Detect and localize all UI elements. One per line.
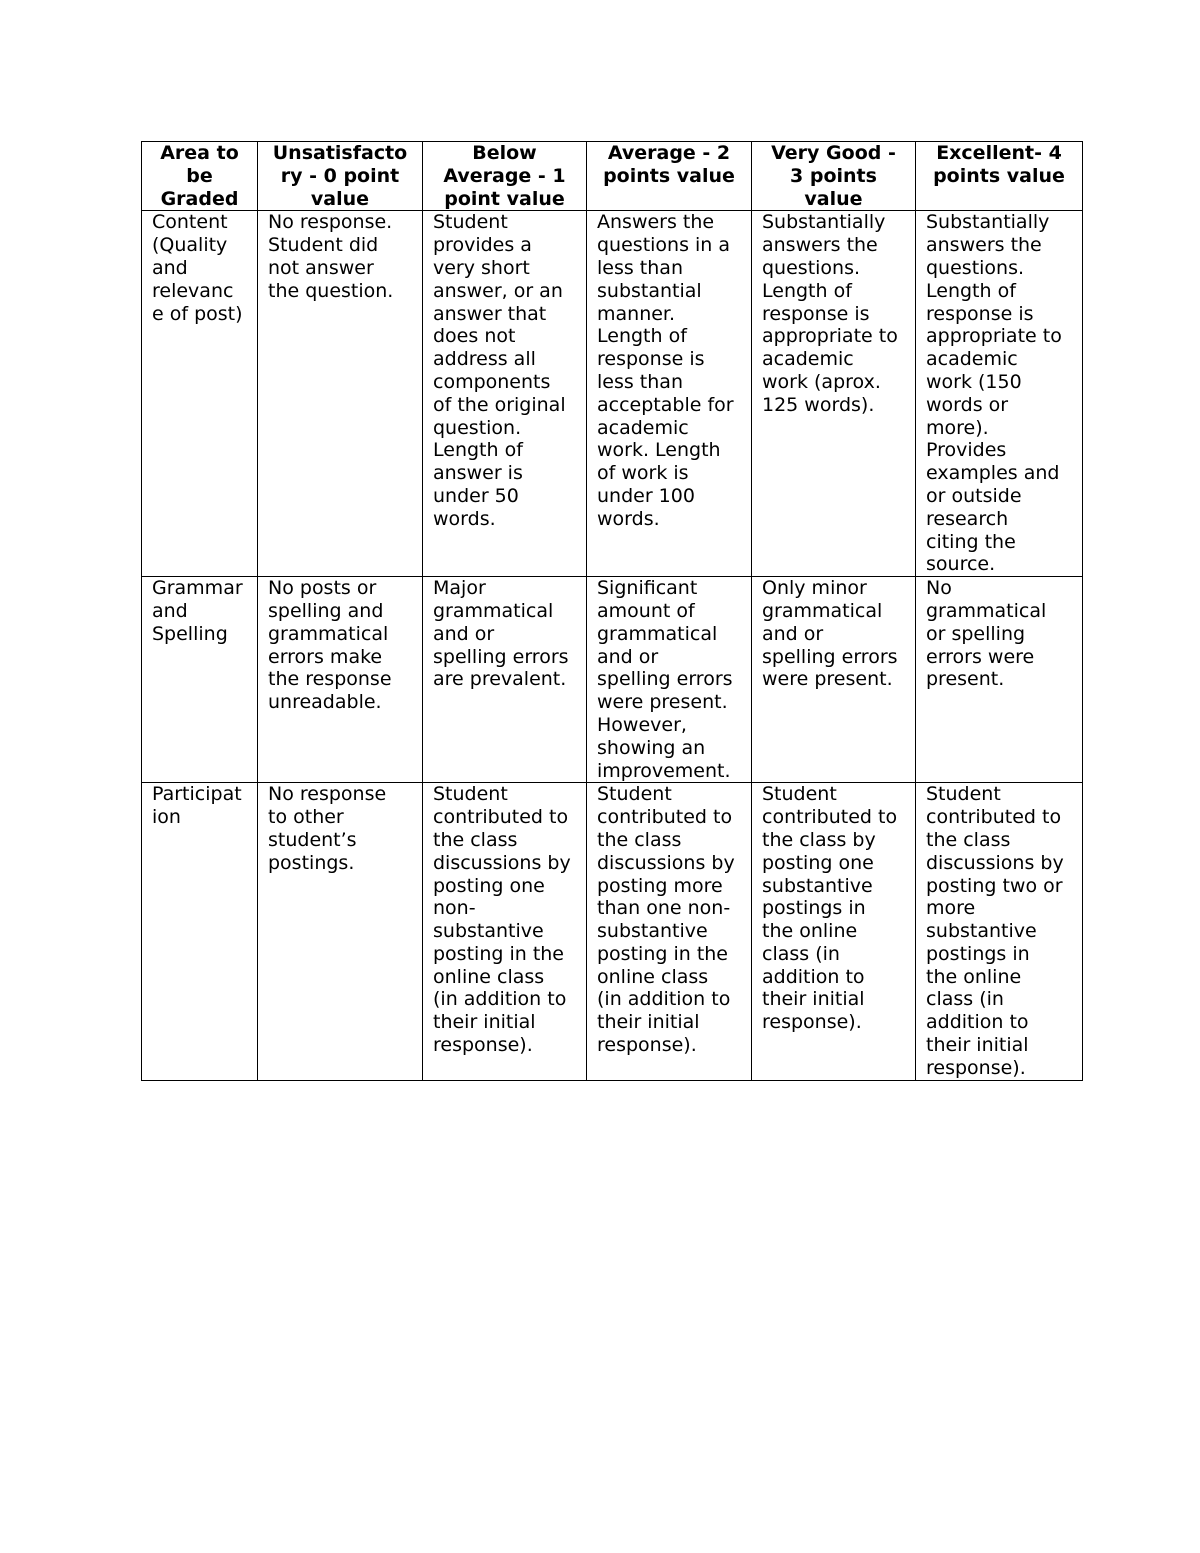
cell-below-average: Student provides a very short answer, or an answer that does not address all components of the original question. Length of answer is under 50 words. (423, 211, 587, 577)
cell-area: Grammar and Spelling (142, 577, 258, 783)
cell-area: Participat ion (142, 783, 258, 1080)
header-average: Average - 2 points value (587, 142, 752, 211)
cell-unsatisfactory: No response. Student did not answer the question. (258, 211, 423, 577)
cell-unsatisfactory: No posts or spelling and grammatical errors make the response unreadable. (258, 577, 423, 783)
cell-very-good: Only minor grammatical and or spelling errors were present. (752, 577, 916, 783)
table-row (142, 783, 1083, 1080)
cell-very-good: Substantially answers the questions. Length of response is appropriate to academic work (aprox. 125 words). (752, 211, 916, 577)
header-below-average: Below Average - 1 point value (423, 142, 587, 211)
cell-area: Content (Quality and relevanc e of post) (142, 211, 258, 577)
header-excellent: Excellent- 4 points value (916, 142, 1083, 211)
cell-very-good: Student contributed to the class by posting one substantive postings in the online class (in addition to their initial response). (752, 783, 916, 1080)
header-area: Area to be Graded (142, 142, 258, 211)
header-very-good: Very Good - 3 points value (752, 142, 916, 211)
table-row (142, 211, 1083, 577)
cell-excellent: Substantially answers the questions. Length of response is appropriate to academic work (150 words or more). Provides examples and or outside research citing the source. (916, 211, 1083, 577)
cell-average: Significant amount of grammatical and or spelling errors were present. However, showing an improvement. (587, 577, 752, 783)
grading-rubric-table (141, 141, 1083, 1081)
cell-excellent: Student contributed to the class discussions by posting two or more substantive postings in the online class (in addition to their initial response). (916, 783, 1083, 1080)
header-unsatisfactory: Unsatisfacto ry - 0 point value (258, 142, 423, 211)
cell-average: Student contributed to the class discussions by posting more than one non- substantive posting in the online class (in addition to their initial response). (587, 783, 752, 1080)
table-row (142, 577, 1083, 783)
cell-below-average: Student contributed to the class discussions by posting one non- substantive posting in the online class (in addition to their initial response). (423, 783, 587, 1080)
cell-average: Answers the questions in a less than substantial manner. Length of response is less than acceptable for academic work. Length of work is under 100 words. (587, 211, 752, 577)
table-header-row (142, 142, 1083, 211)
cell-unsatisfactory: No response to other student’s postings. (258, 783, 423, 1080)
cell-excellent: No grammatical or spelling errors were present. (916, 577, 1083, 783)
cell-below-average: Major grammatical and or spelling errors are prevalent. (423, 577, 587, 783)
